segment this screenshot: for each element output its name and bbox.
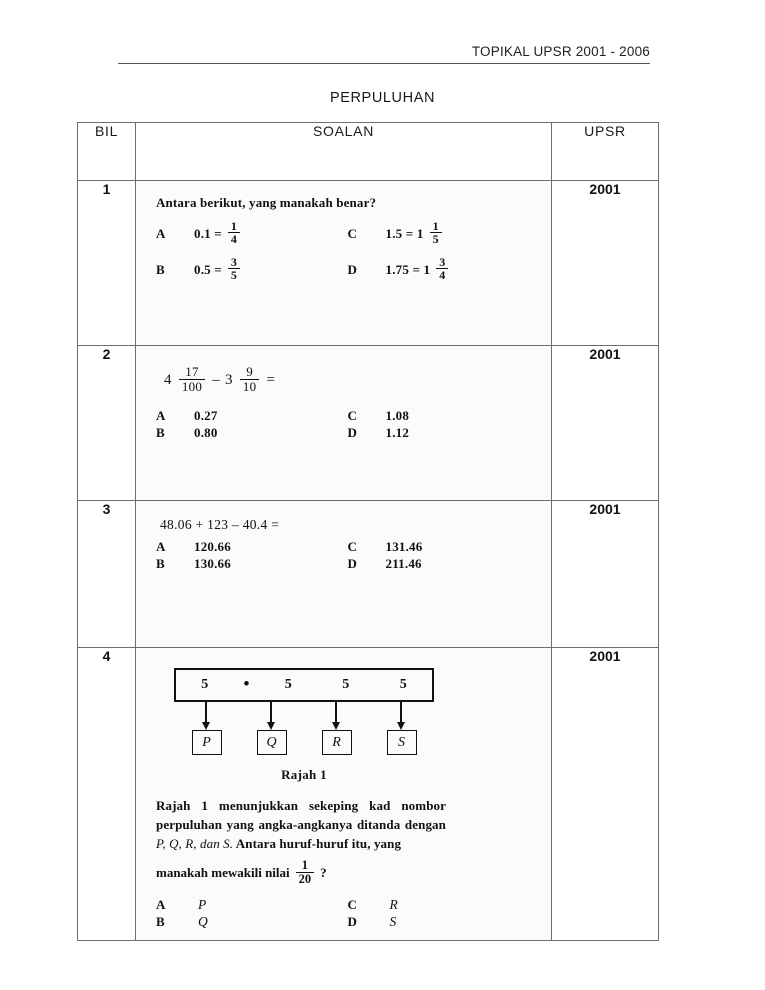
question-text-1: Antara berikut, yang manakah benar? [156, 195, 377, 210]
arrow-col-r [304, 702, 369, 730]
options-list-4 [156, 897, 535, 930]
fraction-2a [179, 365, 205, 393]
fraction-denominator: 5 [430, 232, 442, 245]
paragraph-part-3: manakah mewakili nilai [156, 865, 290, 881]
option-key-4a: A [156, 896, 166, 912]
fraction-1b [228, 256, 240, 282]
fraction-denominator: 20 [296, 872, 315, 886]
number-card [174, 668, 434, 702]
option-key-1a: A [156, 225, 166, 241]
row-number-3: 3 [78, 501, 136, 648]
option-value-1c [370, 221, 536, 247]
option-value-3d: 211.46 [385, 556, 422, 571]
letter-col-r [304, 730, 369, 755]
option-lhs-1b: 0.5 = [194, 261, 222, 277]
equals-sign: = [266, 371, 276, 388]
upsr-year-3: 2001 [552, 501, 659, 648]
option-key-2c: C [347, 408, 357, 424]
letter-box-p: P [192, 730, 222, 755]
options-list-1 [156, 221, 535, 283]
option-key-4d: D [347, 913, 357, 929]
fraction-denominator: 4 [228, 232, 240, 245]
row-number-2: 2 [78, 346, 136, 501]
down-arrow-icon [202, 702, 211, 730]
arrow-col-q [239, 702, 304, 730]
arrow-col-p [174, 702, 239, 730]
table-row [78, 346, 659, 501]
fraction-numerator: 9 [246, 364, 254, 379]
letter-box-row [174, 730, 434, 755]
fraction-2b [240, 365, 260, 393]
running-header-text: TOPIKAL UPSR 2001 - 2006 [471, 44, 650, 59]
option-value-2b: 0.80 [194, 425, 218, 441]
fraction-numerator: 3 [230, 254, 238, 269]
option-lhs-1c: 1.5 = 1 [385, 225, 424, 241]
column-header-bil: BIL [78, 123, 136, 181]
option-key-4c: C [347, 896, 357, 912]
option-key-3c: C [347, 539, 357, 554]
option-key-1c: C [347, 225, 357, 241]
option-value-3c: 131.46 [385, 539, 423, 554]
option-value-1a [178, 221, 344, 247]
option-value-2a: 0.27 [194, 408, 218, 424]
letter-box-r: R [322, 730, 352, 755]
card-digit-1: 5 [201, 677, 209, 692]
card-digit-2: 5 [284, 677, 292, 692]
column-header-upsr: UPSR [552, 123, 659, 181]
fraction-denominator: 10 [240, 379, 260, 394]
option-value-4a: P [198, 896, 207, 912]
option-key-2d: D [347, 425, 357, 441]
option-value-3a: 120.66 [194, 539, 231, 554]
row-number-4: 4 [78, 648, 136, 941]
fraction-numerator: 1 [301, 857, 309, 872]
option-key-3a: A [156, 539, 166, 554]
upsr-year-1: 2001 [552, 181, 659, 346]
fraction-1a [228, 220, 240, 246]
fraction-numerator: 1 [432, 219, 439, 233]
letter-col-p [174, 730, 239, 755]
fraction-numerator: 3 [439, 254, 446, 269]
questions-table [77, 122, 659, 941]
option-key-2b: B [156, 425, 165, 441]
question-cell-1 [136, 181, 552, 346]
table-row [78, 648, 659, 941]
question-body-1 [136, 181, 551, 345]
question-mark: ? [320, 865, 327, 881]
arrow-row [174, 702, 434, 730]
page-title: PERPULUHAN [329, 90, 436, 106]
fraction-1d [436, 256, 448, 282]
fraction-4 [296, 859, 315, 886]
upsr-year-4: 2001 [552, 648, 659, 941]
options-list-3 [156, 539, 535, 572]
diagram-caption: Rajah 1 [281, 767, 327, 782]
option-value-3b: 130.66 [194, 556, 231, 571]
question-cell-3 [136, 501, 552, 648]
option-value-2c: 1.08 [385, 408, 410, 424]
table-row [78, 181, 659, 346]
upsr-year-2: 2001 [552, 346, 659, 501]
option-key-2a: A [156, 408, 166, 424]
fraction-1c [430, 220, 442, 246]
down-arrow-icon [267, 702, 276, 730]
row-number-1: 1 [78, 181, 136, 346]
letter-col-q [239, 730, 304, 755]
letter-box-s: S [387, 730, 417, 755]
option-value-4c: R [389, 896, 398, 912]
expression-3: 48.06 + 123 – 40.4 = [160, 517, 280, 532]
paragraph-part-1: Rajah 1 menunjukkan sekeping kad nombor perpuluhan yang angka-angkanya ditanda dengan [156, 798, 446, 832]
arrow-col-s [369, 702, 434, 730]
question-paragraph-4-last [156, 857, 535, 887]
paragraph-letters: P, Q, R, dan S. [156, 835, 234, 851]
mixed-whole-1: 4 [164, 371, 172, 388]
fraction-numerator: 17 [185, 364, 199, 379]
fraction-denominator: 100 [179, 379, 205, 394]
question-body-2 [136, 346, 551, 500]
option-key-1d: D [347, 261, 357, 277]
option-value-4b: Q [198, 913, 208, 929]
question-cell-4 [136, 648, 552, 941]
rajah-1-diagram [174, 668, 434, 755]
down-arrow-icon [332, 702, 341, 730]
option-key-3d: D [347, 556, 357, 571]
option-value-1b [178, 254, 344, 283]
letter-col-s [369, 730, 434, 755]
options-list-2 [156, 408, 535, 441]
option-lhs-1d: 1.75 = 1 [385, 261, 431, 277]
question-paragraph-4 [156, 797, 446, 854]
down-arrow-icon [397, 702, 406, 730]
column-header-soalan: SOALAN [136, 123, 552, 181]
option-lhs-1a: 0.1 = [194, 225, 222, 241]
option-key-4b: B [156, 913, 165, 929]
option-key-3b: B [156, 556, 165, 571]
expression-2 [164, 366, 535, 394]
card-digit-4: 5 [399, 677, 407, 692]
letter-box-q: Q [257, 730, 287, 755]
question-cell-2 [136, 346, 552, 501]
option-value-4d: S [389, 913, 397, 929]
fraction-denominator: 4 [436, 268, 448, 281]
option-value-1d [370, 254, 536, 283]
question-body-3 [136, 501, 551, 647]
card-digit-3: 5 [342, 677, 350, 692]
table-row [78, 501, 659, 648]
option-key-1b: B [156, 261, 165, 277]
paragraph-part-2: Antara huruf-huruf itu, yang [235, 835, 402, 851]
fraction-denominator: 5 [228, 268, 240, 281]
fraction-numerator: 1 [230, 219, 238, 233]
decimal-point-icon: • [243, 673, 250, 693]
option-value-2d: 1.12 [385, 425, 410, 441]
mixed-whole-2: 3 [225, 371, 233, 388]
running-header [118, 44, 650, 64]
question-body-4 [136, 648, 551, 940]
table-header-row [78, 123, 659, 181]
operator-minus: – [212, 371, 221, 388]
